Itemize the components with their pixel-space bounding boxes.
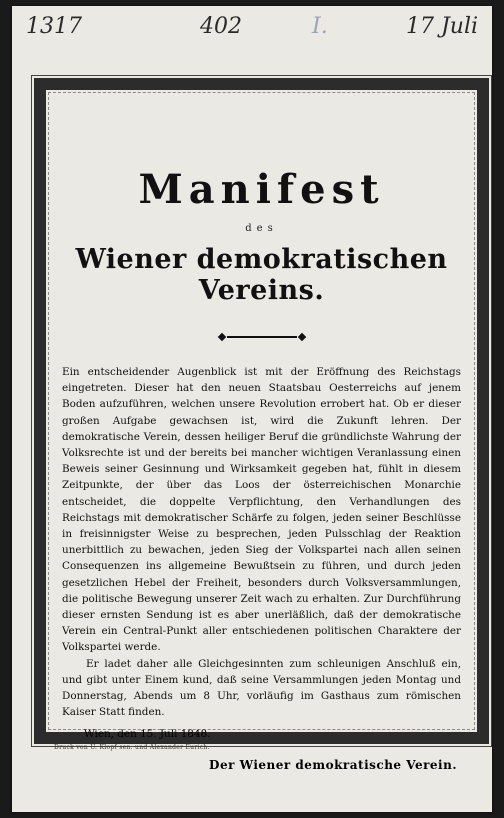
manifest-body <box>62 364 461 720</box>
poster-title: Manifest <box>138 166 385 213</box>
ornament-rule <box>227 336 297 338</box>
signature: Der Wiener demokratische Verein. <box>209 758 457 773</box>
handwritten-note: 17 Juli <box>406 14 479 39</box>
date-line: Wien, den 15. Juli 1848. <box>84 728 211 741</box>
poster-subtitle: Wiener demokratischen Vereins. <box>75 244 448 306</box>
paragraph: Er ladet daher alle Gleichgesinnten zum schleunigen Anschluß ein, und gibt unter Einem kund, daß seine Versammlungen jeden Montag und Donnerstag, Abends um 8 Uhr, vorläufig im Gasthaus zum römischen Kaiser Statt finden. <box>62 657 461 719</box>
handwritten-note: 402 <box>200 14 242 39</box>
poster-des: des <box>245 223 278 234</box>
handwritten-note: 1317 <box>26 14 82 39</box>
poster-sheet <box>12 6 492 812</box>
printer-imprint: Druck von U. Klopf sen. und Alexander Eurich. <box>54 744 210 751</box>
handwritten-note: I. <box>312 14 328 39</box>
paragraph: Ein entscheidender Augenblick ist mit der Eröffnung des Reichstags eingetreten. Dieser hat den neuen Staatsbau Oesterreichs auf jenem Boden aufzuführen, welchen unsere Revolution errobert hat. Ob er dieser großen Aufgabe gewachsen ist, wird die Zukunft lehren. Der demokratische Verein, dessen heiliger Beruf die gründlichste Wahrung der Volksrechte ist und der bereits bei mancher wichtigen Veranlassung einen Beweis seiner Gesinnung und Wirksamkeit gegeben hat, fühlt in diesem Zeitpunkte, der über das Loos der österreichischen Monarchie entscheidet, die doppelte Verpflichtung, den Verhandlungen des Reichstags mit demokratischer Schärfe zu folgen, jeden seiner Beschlüsse in freisinnigster Weise zu besprechen, jeden Pulsschlag der Reaktion unerbittlich zu bewachen, jeden Sieg der Volkspartei nach allen seinen Consequenzen ins allgemeine Bewußtsein zu führen, und durch jeden gesetzlichen Hebel der Freiheit, besonders durch Volksversammlungen, die politische Bewegung unserer Zeit wach zu erhalten. Zur Durchführung dieser ernsten Sendung ist es aber unerläßlich, daß der demokratische Verein ein Central-Punkt aller entschiedenen politischen Charaktere der Volkspartei werde. <box>62 366 461 654</box>
